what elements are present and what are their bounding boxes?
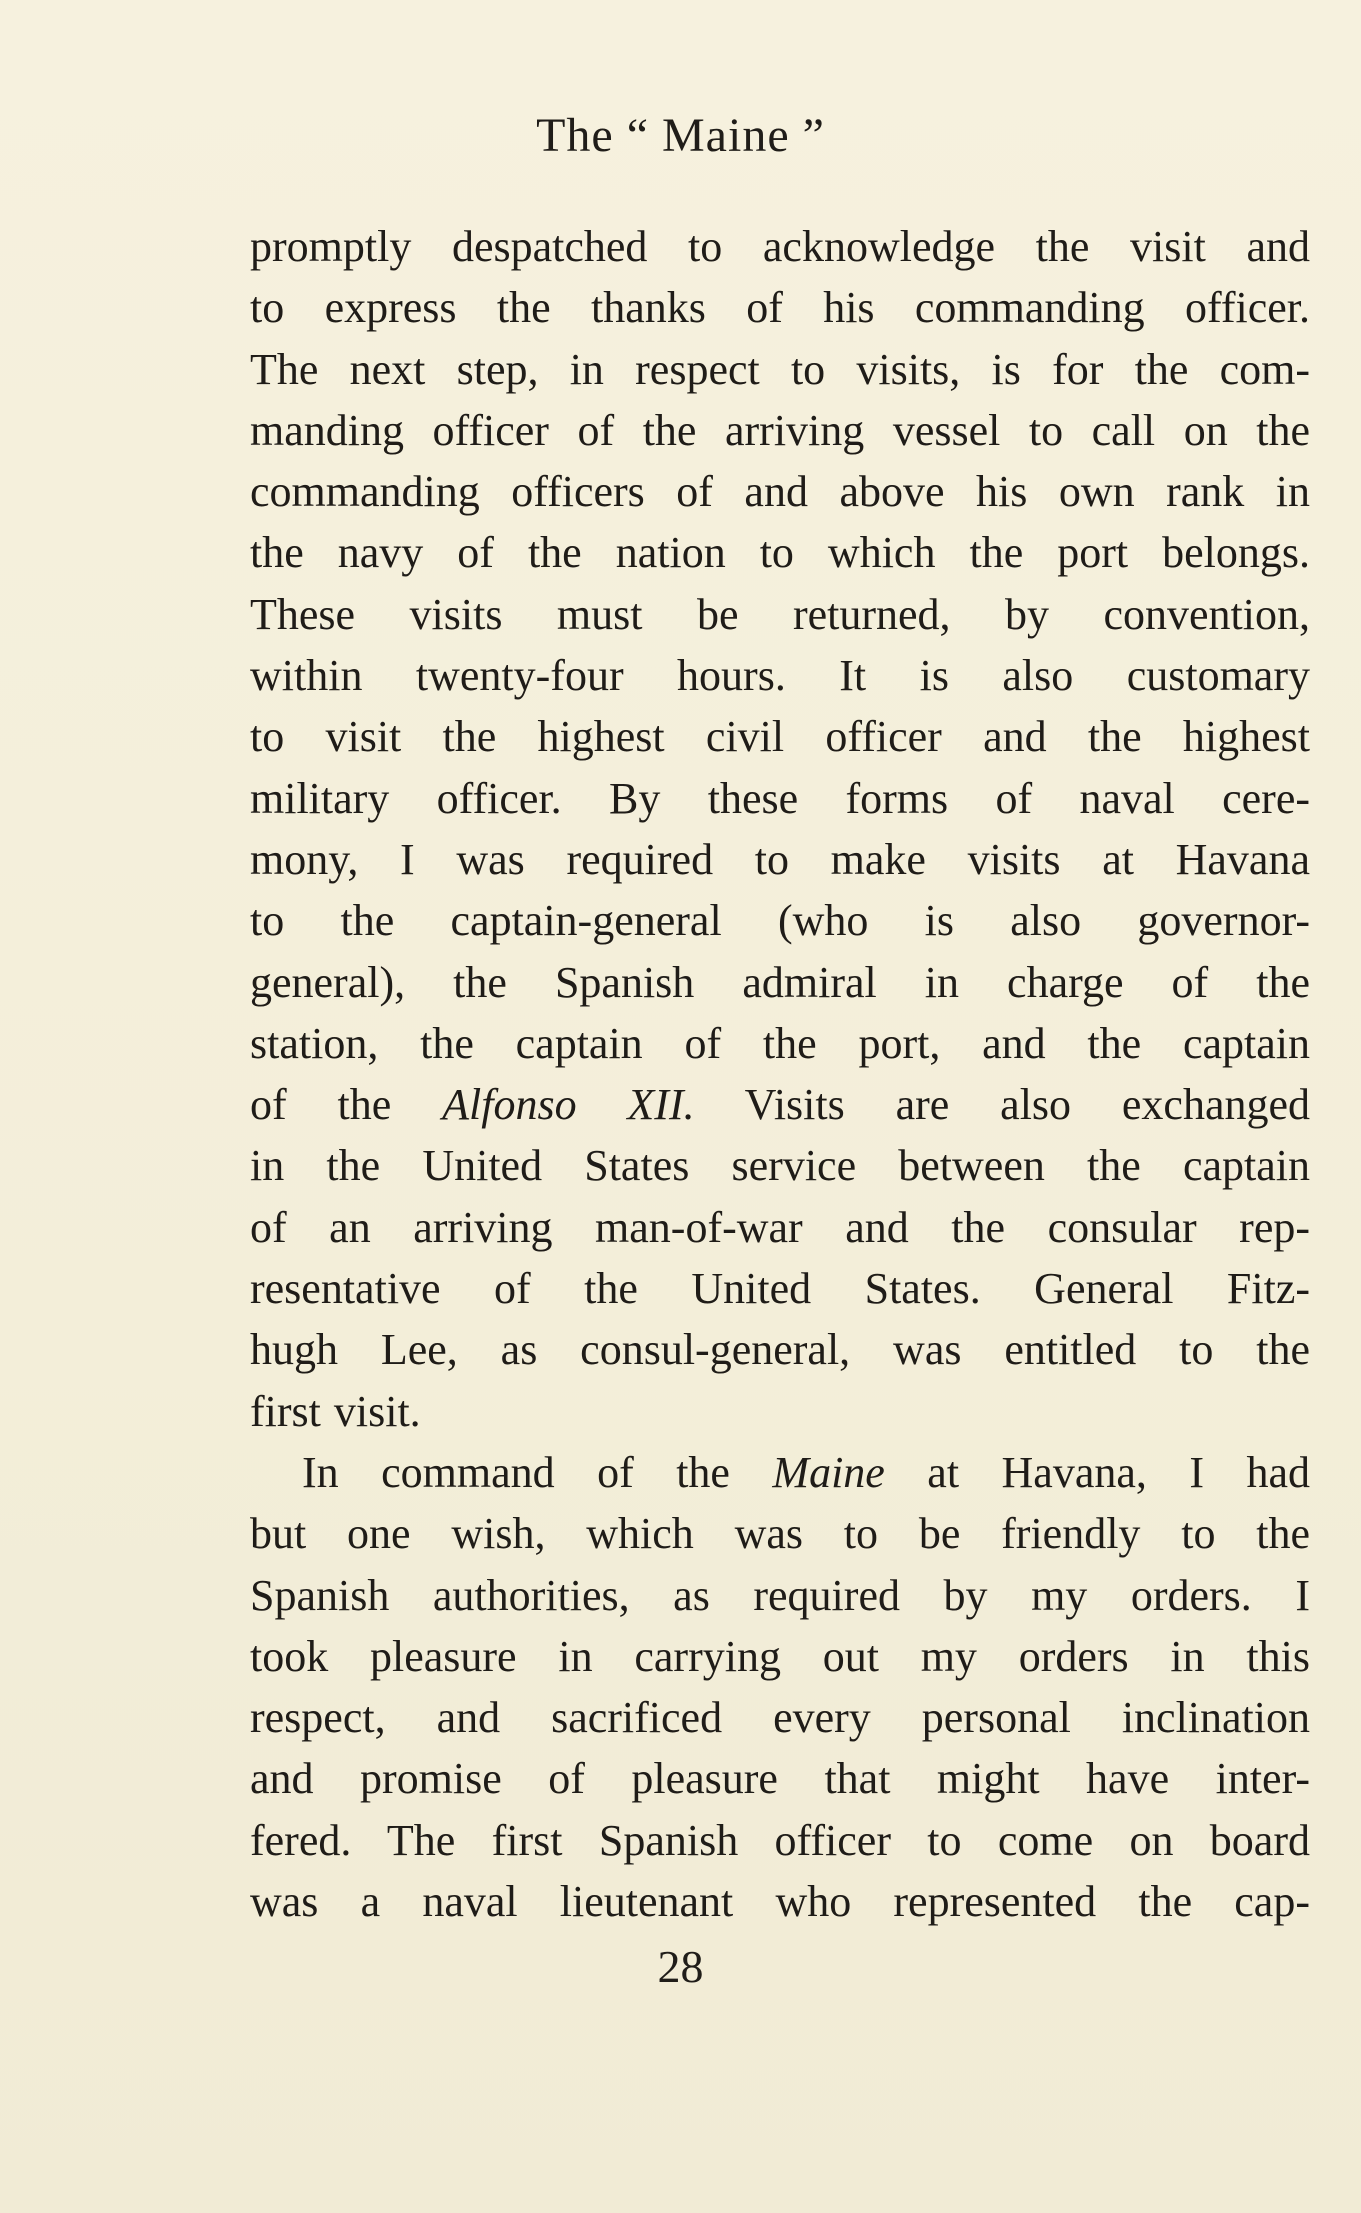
text-run: of the: [250, 1080, 443, 1130]
text-line: hugh Lee, as consul-general, was entitled to the: [250, 1325, 1310, 1375]
text-line: to the captain-general (who is also governor-: [250, 896, 1310, 946]
text-line: commanding officers of and above his own rank in: [250, 467, 1310, 517]
text-line: within twenty-four hours. It is also customary: [250, 651, 1310, 701]
text-line: of an arriving man-of-war and the consular rep-: [250, 1202, 1310, 1252]
text-line: resentative of the United States. General Fitz-: [250, 1264, 1310, 1314]
page-number: 28: [657, 1941, 704, 1992]
text-run: at Havana, I had: [884, 1447, 1310, 1497]
text-line: to visit the highest civil officer and the highest: [250, 712, 1310, 762]
ship-name-maine: Maine: [772, 1447, 885, 1497]
text-line: These visits must be returned, by convention,: [250, 589, 1310, 639]
text-line: took pleasure in carrying out my orders in this: [250, 1631, 1310, 1681]
text-line: military officer. By these forms of naval cere-: [250, 773, 1310, 823]
text-line: and promise of pleasure that might have inter-: [250, 1754, 1310, 1804]
text-line: was a naval lieutenant who represented the cap-: [250, 1877, 1310, 1927]
text-line: but one wish, which was to be friendly to the: [250, 1509, 1310, 1559]
body-text: [250, 216, 1310, 1932]
text-line: Spanish authorities, as required by my orders. I: [250, 1570, 1310, 1620]
text-line: respect, and sacrificed every personal inclination: [250, 1693, 1310, 1743]
text-line: in the United States service between the captain: [250, 1141, 1310, 1191]
text-line: promptly despatched to acknowledge the visit and: [250, 222, 1310, 271]
text-line: first visit.: [250, 1386, 421, 1436]
running-head-title: The “ Maine ”: [536, 109, 825, 162]
text-line: mony, I was required to make visits at Havana: [250, 834, 1310, 884]
text-line: the navy of the nation to which the port belongs.: [250, 528, 1310, 578]
text-line-maine: [250, 1442, 1310, 1503]
text-line: manding officer of the arriving vessel to call on the: [250, 405, 1310, 455]
text-line: The next step, in respect to visits, is for the com-: [250, 344, 1310, 394]
text-line: to express the thanks of his commanding officer.: [250, 283, 1310, 333]
ship-name-alfonso-xii: Alfonso XII.: [442, 1080, 695, 1130]
text-line: station, the captain of the port, and the captain: [250, 1018, 1310, 1068]
text-run: In command of the: [302, 1447, 773, 1497]
text-line: general), the Spanish admiral in charge of the: [250, 957, 1310, 1007]
text-line-alfonso: [250, 1074, 1310, 1135]
text-line: fered. The first Spanish officer to come on board: [250, 1815, 1310, 1865]
text-run: Visits are also exchanged: [694, 1080, 1311, 1130]
